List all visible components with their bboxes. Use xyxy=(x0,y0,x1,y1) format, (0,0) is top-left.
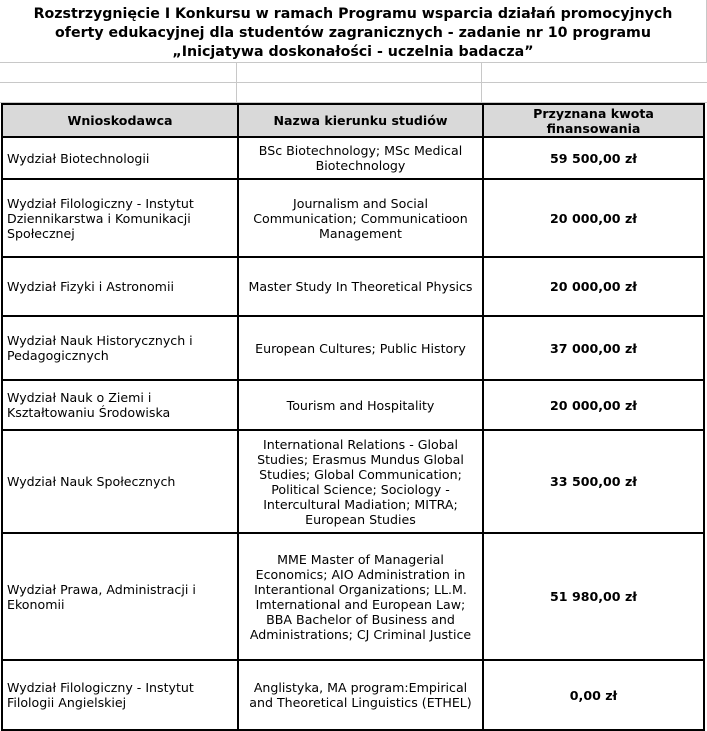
applicant-cell: Wydział Filologiczny - Instytut Dziennikarstwa i Komunikacji Społecznej xyxy=(2,179,238,257)
amount-cell: 20 000,00 zł xyxy=(483,257,704,316)
amount-cell: 59 500,00 zł xyxy=(483,137,704,179)
table-row xyxy=(2,380,704,430)
amount-cell: 0,00 zł xyxy=(483,660,704,730)
applicant-cell: Wydział Nauk Społecznych xyxy=(2,430,238,533)
grid-line xyxy=(0,62,707,63)
title-line-1: Rozstrzygnięcie I Konkursu w ramach Programu wsparcia działań promocyjnych xyxy=(33,6,673,22)
title-line-2: oferty edukacyjnej dla studentów zagranicznych - zadanie nr 10 programu xyxy=(55,25,651,41)
table-row xyxy=(2,137,704,179)
applicant-cell: Wydział Nauk Historycznych i Pedagogicznych xyxy=(2,316,238,380)
table-row xyxy=(2,179,704,257)
program-cell: European Cultures; Public History xyxy=(238,316,483,380)
program-cell: Tourism and Hospitality xyxy=(238,380,483,430)
applicant-cell: Wydział Prawa, Administracji i Ekonomii xyxy=(2,533,238,660)
grid-line xyxy=(236,62,237,102)
table-header-row xyxy=(2,104,704,137)
grants-table xyxy=(1,103,705,731)
title-line-3: „Inicjatywa doskonałości - uczelnia badacza” xyxy=(172,44,534,60)
header-amount: Przyznana kwota finansowania xyxy=(483,104,704,137)
program-cell: BSc Biotechnology; MSc Medical Biotechnology xyxy=(238,137,483,179)
table-row xyxy=(2,533,704,660)
applicant-cell: Wydział Filologiczny - Instytut Filologii Angielskiej xyxy=(2,660,238,730)
amount-cell: 20 000,00 zł xyxy=(483,380,704,430)
program-cell: International Relations - Global Studies; Erasmus Mundus Global Studies; Global Communication; Political Science; Sociology - Intercultural Madiation; MITRA; European Studies xyxy=(238,430,483,533)
table-row xyxy=(2,430,704,533)
amount-cell: 51 980,00 zł xyxy=(483,533,704,660)
table-row xyxy=(2,316,704,380)
header-applicant: Wnioskodawca xyxy=(2,104,238,137)
amount-cell: 33 500,00 zł xyxy=(483,430,704,533)
program-cell: MME Master of Managerial Economics; AIO Administration in Interantional Organizations; LL.M. Imternational and European Law; BBA Bachelor of Business and Administrations; CJ Criminal Justice xyxy=(238,533,483,660)
applicant-cell: Wydział Biotechnologii xyxy=(2,137,238,179)
table-row xyxy=(2,257,704,316)
grid-line xyxy=(481,62,482,102)
amount-cell: 20 000,00 zł xyxy=(483,179,704,257)
program-cell: Anglistyka, MA program:Empirical and Theoretical Linguistics (ETHEL) xyxy=(238,660,483,730)
header-program-name: Nazwa kierunku studiów xyxy=(238,104,483,137)
amount-cell: 37 000,00 zł xyxy=(483,316,704,380)
table-row xyxy=(2,660,704,730)
document-title xyxy=(0,0,707,62)
grid-line xyxy=(0,82,707,83)
program-cell: Journalism and Social Communication; Communicatioon Management xyxy=(238,179,483,257)
applicant-cell: Wydział Nauk o Ziemi i Kształtowaniu Środowiska xyxy=(2,380,238,430)
applicant-cell: Wydział Fizyki i Astronomii xyxy=(2,257,238,316)
program-cell: Master Study In Theoretical Physics xyxy=(238,257,483,316)
